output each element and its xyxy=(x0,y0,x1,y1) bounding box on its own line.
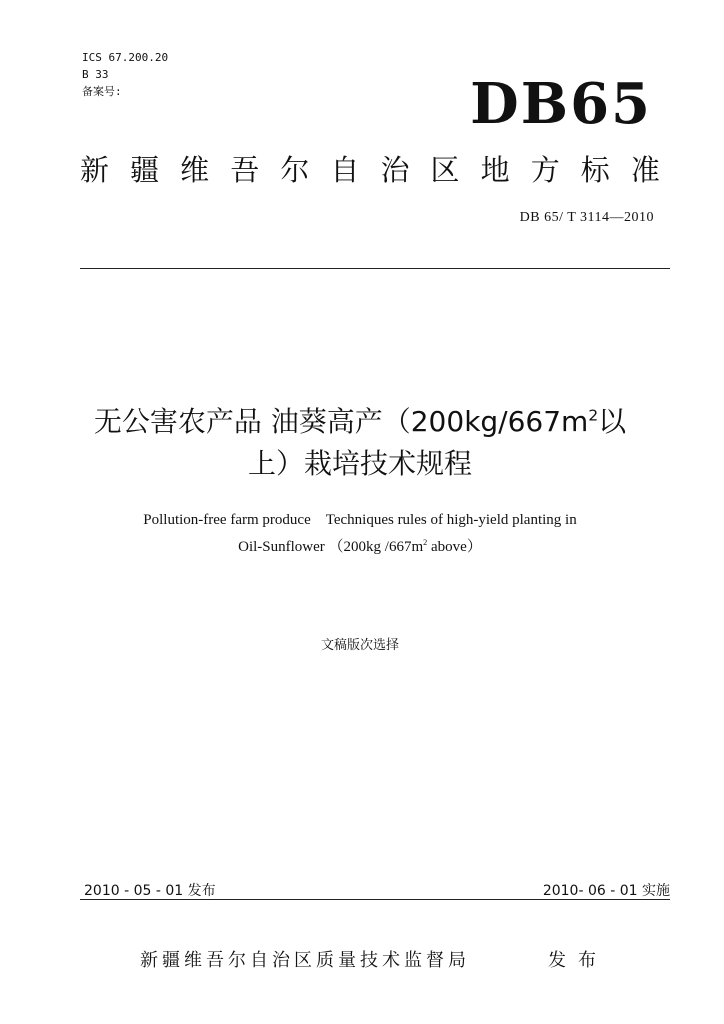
title-char: 方 xyxy=(530,153,560,187)
standard-number: DB 65/ T 3114—2010 xyxy=(519,210,654,225)
bottom-divider xyxy=(80,899,670,900)
issuing-authority: 新疆维吾尔自治区质量技术监督局 xyxy=(140,950,470,971)
record-number-label: 备案号: xyxy=(82,85,122,98)
top-divider xyxy=(80,268,670,269)
chinese-title-line-1 xyxy=(60,404,660,440)
title-char: 区 xyxy=(430,153,460,187)
issue-date: 2010 - 05 - 01 发布 xyxy=(84,883,216,899)
title-char: 准 xyxy=(630,153,660,187)
title-char: 疆 xyxy=(130,153,160,187)
title-char: 标 xyxy=(580,153,610,187)
chinese-title-line-2: 上）栽培技术规程 xyxy=(247,447,472,480)
draft-version-note: 文稿版次选择 xyxy=(320,638,399,653)
title-char: 治 xyxy=(380,153,410,187)
title-char: 地 xyxy=(480,153,510,187)
implementation-date: 2010- 06 - 01 实施 xyxy=(542,883,670,899)
title-char: 吾 xyxy=(230,153,260,187)
superscript: 2 xyxy=(423,538,428,547)
title-char: 维 xyxy=(180,153,210,187)
chinese-title-text: 无公害农产品 油葵高产（200kg/667m xyxy=(93,405,589,438)
english-title-line-1: Pollution-free farm produce Techniques rules of high-yield planting in xyxy=(143,512,577,528)
english-title-line-2 xyxy=(60,537,660,557)
ics-code: ICS 67.200.20 xyxy=(82,51,169,64)
english-title-text: above） xyxy=(427,539,482,555)
superscript: 2 xyxy=(588,406,599,425)
standard-type-title xyxy=(80,150,660,190)
classification-code: B 33 xyxy=(82,68,109,81)
standard-code-logo: DB65 xyxy=(470,71,652,137)
title-char: 尔 xyxy=(280,153,310,187)
publish-label: 发布 xyxy=(548,950,608,971)
title-char: 新 xyxy=(80,153,110,187)
english-title-text: Oil-Sunflower （200kg /667m xyxy=(238,539,424,555)
chinese-title-text: 以 xyxy=(598,405,627,438)
title-char: 自 xyxy=(330,153,360,187)
